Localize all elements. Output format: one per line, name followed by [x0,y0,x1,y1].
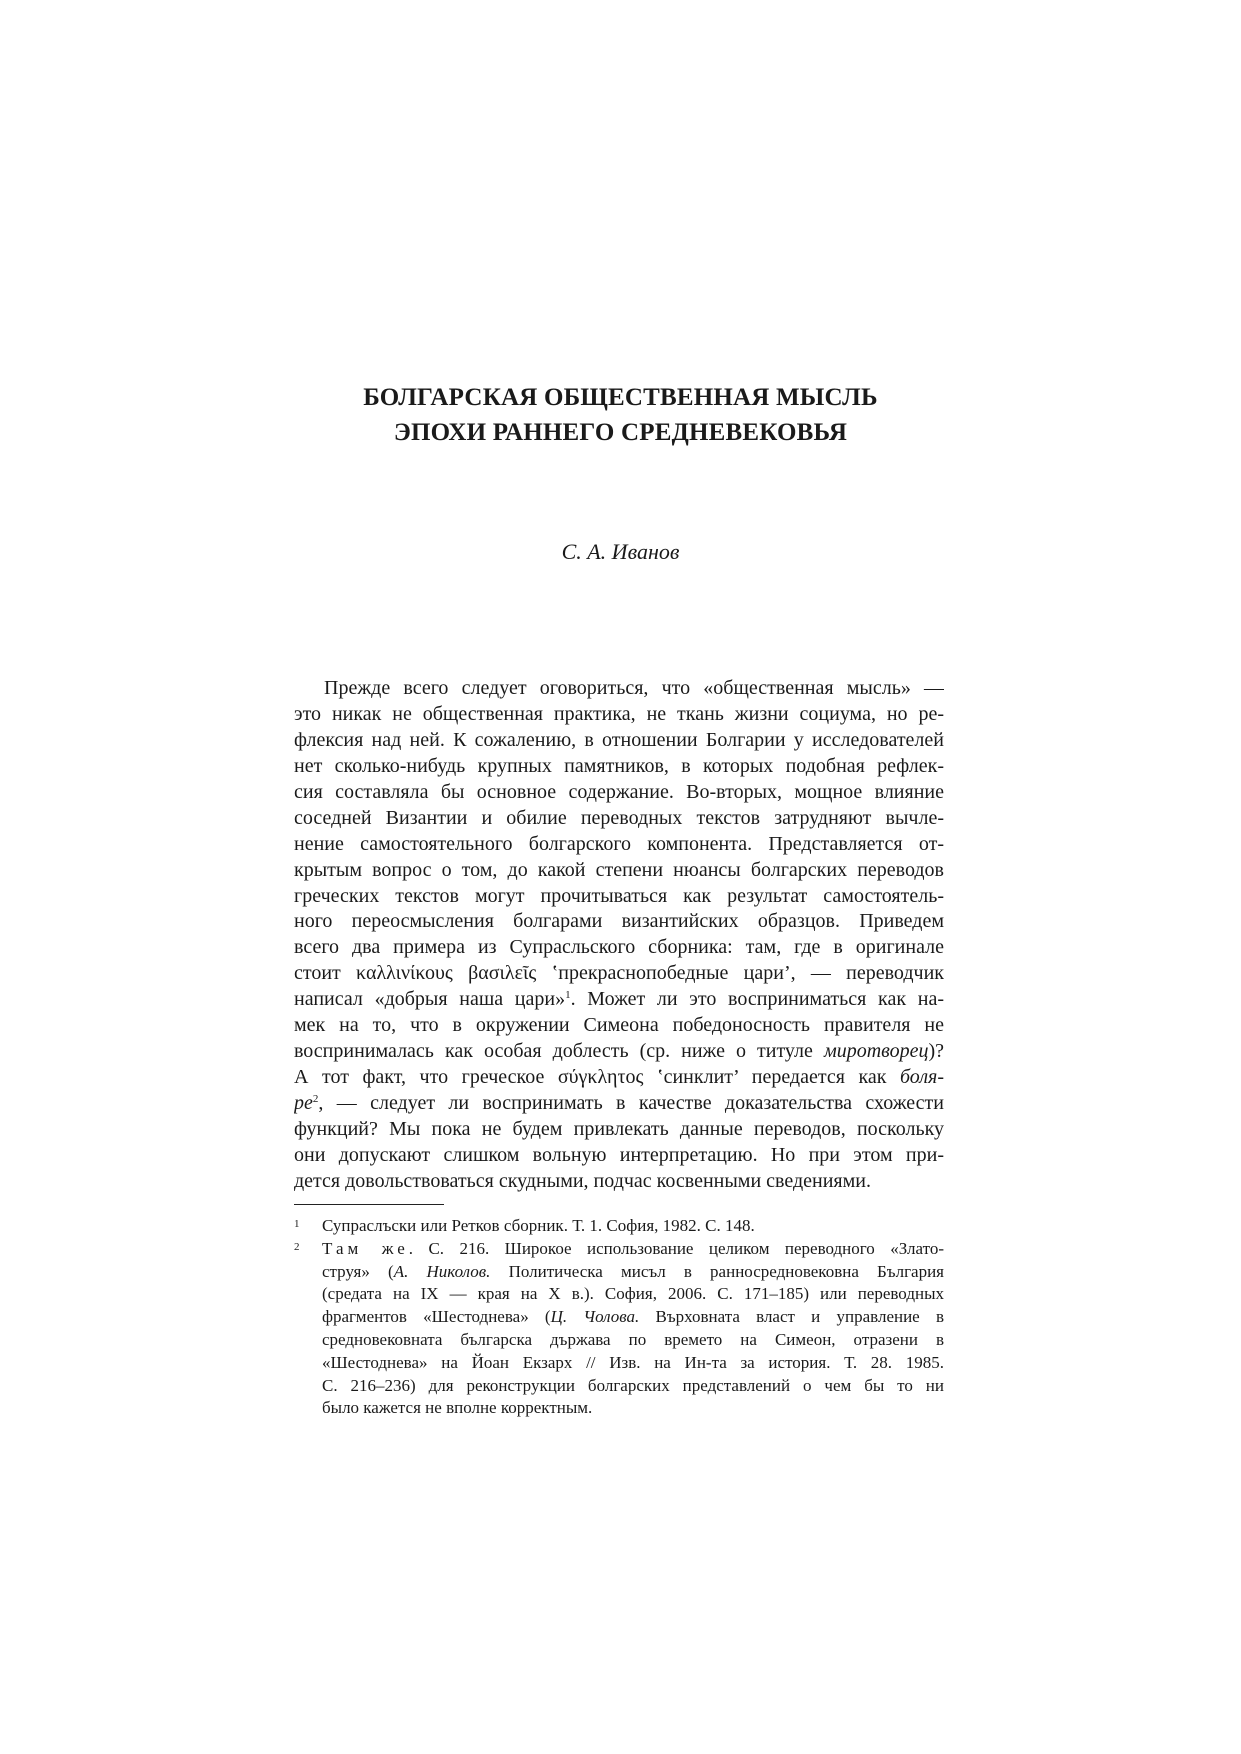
footnote-line: С. 216–236) для реконструкции болгарских представлений о чем бы то ни [322,1375,944,1395]
body-line: нение самостоятельного болгарского компонента. Представляется от- [294,832,944,855]
body-line: соседней Византии и обилие переводных текстов затрудняют вычле- [294,806,944,829]
body-text: написал «добрыя наша цари» [294,988,566,1011]
body-line [294,1091,944,1117]
body-line: крытым вопрос о том, до какой степени нюансы болгарских переводов [294,858,944,881]
article-title [0,380,1241,450]
body-text: , — следует ли воспринимать в качестве доказательства схожести [318,1092,944,1114]
body-line [294,1065,944,1091]
footnote-line: «Шестоднева» на Йоан Екзарх // Изв. на Ин-та за история. Т. 28. 1985. [322,1352,944,1372]
footnote-line [322,1261,944,1284]
body-line: мек на то, что в окружении Симеона победоносность правителя не [294,1014,944,1037]
title-line-1: БОЛГАРСКАЯ ОБЩЕСТВЕННАЯ МЫСЛЬ [363,384,878,411]
body-line: греческих текстов могут прочитываться как результат самостоятель- [294,884,944,907]
footnote-number: 2 [294,1240,300,1253]
footnote-line [322,1238,944,1261]
body-text: )? [928,1040,944,1063]
body-paragraph [294,676,944,1195]
body-line: сия составляла бы основное содержание. Во-вторых, мощное влияние [294,780,944,803]
body-text: . Может ли это восприниматься как на- [570,988,944,1011]
body-line: это никак не общественная практика, не ткань жизни социума, но ре- [294,702,944,725]
body-line: они допускают слишком вольную интерпретацию. Но при этом при- [294,1143,944,1166]
footnote-line [322,1306,944,1329]
footnote-text: . С. 216. Широкое использование целиком переводного «Злато- [408,1238,944,1258]
body-line: Прежде всего следует оговориться, что «общественная мысль» — [324,677,944,699]
body-line: всего два примера из Супрасльского сборника: там, где в оригинале [294,936,944,959]
footnote-2 [294,1238,944,1420]
footnote-line: было кажется не вполне корректным. [322,1398,593,1418]
body-text: А тот факт, что греческое σύγκλητος ʽсинклит’ передается как [294,1066,901,1089]
footnote-line: Супраслъски или Ретков сборник. Т. 1. София, 1982. С. 148. [322,1216,755,1235]
body-line: дется довольствоваться скудными, подчас косвенными сведениями. [294,1169,871,1192]
footnotes [294,1215,944,1420]
body-line: нет сколько-нибудь крупных памятников, в которых подобная рефлек- [294,754,944,777]
cited-author: А. Николов. [393,1261,491,1281]
footnote-separator [294,1204,444,1205]
body-line: флексия над ней. К сожалению, в отношении Болгарии у исследователей [294,728,944,751]
body-line [294,987,944,1013]
body-line: функций? Мы пока не будем привлекать данные переводов, поскольку [294,1117,944,1140]
footnote-ref-1[interactable]: 1 [565,989,571,1002]
footnote-line: (средата на IX — края на X в.). София, 2006. С. 171–185) или переводных [322,1284,944,1304]
author-name: С. А. Иванов [561,539,680,564]
body-text: воспринималась как особая доблесть (ср. ниже о титуле [294,1040,824,1063]
emphasis-term: боля- [900,1066,944,1089]
spaced-term: Там же [322,1238,409,1258]
footnote-text: Върховната власт и управление в [639,1307,944,1327]
cited-author: Ц. Чолова. [550,1307,640,1327]
title-line-2: ЭПОХИ РАННЕГО СРЕДНЕВЕКОВЬЯ [393,419,848,446]
emphasis-term: ре [294,1092,313,1114]
footnote-text: струя» ( [322,1261,394,1281]
body-line: стоит καλλινίκους βασιλεῖς ʽпрекраснопобедные цари’, — переводчик [294,962,944,985]
footnote-1 [294,1215,944,1238]
footnote-text: фрагментов «Шестоднева» ( [322,1307,551,1327]
body-line: ного переосмысления болгарами византийских образцов. Приведем [294,910,944,933]
footnote-number: 1 [294,1218,300,1230]
footnote-text: Политическа мисъл в ранносредновековна България [490,1261,944,1281]
emphasis-term: миротворец [823,1040,929,1063]
footnote-line: средновековната българска държава по времето на Симеон, отразени в [322,1329,944,1349]
body-line [294,1039,944,1065]
footnote-ref-2[interactable]: 2 [312,1093,319,1105]
